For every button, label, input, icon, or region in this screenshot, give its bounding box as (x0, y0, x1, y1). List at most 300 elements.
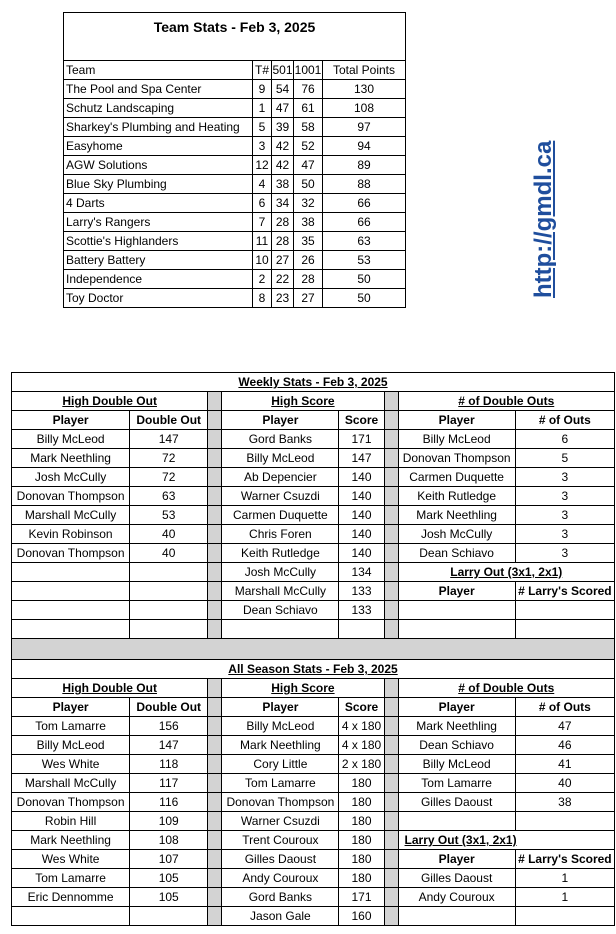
hdo-player: Donovan Thompson (12, 793, 130, 812)
hdo-value: 40 (130, 525, 208, 544)
separator-cell (384, 563, 398, 582)
separator-cell (208, 755, 222, 774)
weekly-section-title: Weekly Stats - Feb 3, 2025 (12, 373, 615, 392)
stats-row (12, 717, 615, 736)
separator-cell (208, 487, 222, 506)
hs-player: Billy McLeod (222, 449, 339, 468)
larry-out-heading: Larry Out (3x1, 2x1) (398, 831, 614, 850)
separator-cell (384, 717, 398, 736)
team-1001: 61 (294, 99, 323, 118)
ndo-value: 3 (515, 544, 614, 563)
separator-cell (384, 793, 398, 812)
ndo-player: Billy McLeod (398, 430, 515, 449)
separator-cell (384, 411, 398, 430)
separator-cell (208, 411, 222, 430)
outs-col-header: # of Outs (515, 411, 614, 430)
team-501: 42 (272, 137, 294, 156)
hs-player: Chris Foren (222, 525, 339, 544)
team-1001: 52 (294, 137, 323, 156)
hs-player: Billy McLeod (222, 717, 339, 736)
team-total-points: 88 (323, 175, 406, 194)
hs-player (222, 620, 339, 639)
separator-cell (208, 563, 222, 582)
hdo-value: 53 (130, 506, 208, 525)
team-row (64, 194, 406, 213)
separator-cell (384, 582, 398, 601)
weekly-column-header-row (12, 411, 615, 430)
score-col-header: Score (339, 411, 384, 430)
stats-row (12, 831, 615, 850)
larry-player: Gilles Daoust (398, 869, 515, 888)
larry-scored (515, 907, 614, 926)
team-row (64, 137, 406, 156)
team-total-points: 66 (323, 194, 406, 213)
larry-scored: 1 (515, 888, 614, 907)
team-number: 5 (253, 118, 272, 137)
separator-cell (208, 430, 222, 449)
ndo-value: 3 (515, 525, 614, 544)
hs-player: Warner Csuzdi (222, 812, 339, 831)
hs-value: 140 (339, 487, 384, 506)
hs-value: 147 (339, 449, 384, 468)
separator-cell (208, 774, 222, 793)
hdo-value: 105 (130, 888, 208, 907)
larry-out-heading: Larry Out (3x1, 2x1) (398, 563, 614, 582)
team-total-points: 63 (323, 232, 406, 251)
ndo-player: Mark Neethling (398, 506, 515, 525)
team-number: 11 (253, 232, 272, 251)
ndo-value: 41 (515, 755, 614, 774)
hdo-player: Mark Neethling (12, 831, 130, 850)
separator-cell (208, 850, 222, 869)
total-points-col-header: Total Points (323, 61, 406, 80)
team-row (64, 118, 406, 137)
ndo-player: Dean Schiavo (398, 544, 515, 563)
separator-cell (384, 449, 398, 468)
team-total-points: 94 (323, 137, 406, 156)
hdo-player: Marshall McCully (12, 774, 130, 793)
ndo-player: Carmen Duquette (398, 468, 515, 487)
team-row (64, 232, 406, 251)
hs-value: 180 (339, 850, 384, 869)
ndo-player: Tom Lamarre (398, 774, 515, 793)
player-col-header: Player (12, 411, 130, 430)
high-double-out-heading: High Double Out (12, 392, 208, 411)
hs-player: Keith Rutledge (222, 544, 339, 563)
separator-cell (208, 601, 222, 620)
team-total-points: 89 (323, 156, 406, 175)
team-stats-title: Team Stats - Feb 3, 2025 (64, 13, 406, 61)
hdo-value (130, 601, 208, 620)
ndo-value: 3 (515, 487, 614, 506)
team-number: 7 (253, 213, 272, 232)
separator-cell (384, 869, 398, 888)
hs-value: 140 (339, 544, 384, 563)
team-501: 22 (272, 270, 294, 289)
ndo-player (398, 812, 515, 831)
separator-cell (208, 888, 222, 907)
team-1001: 35 (294, 232, 323, 251)
team-number: 12 (253, 156, 272, 175)
ndo-player: Keith Rutledge (398, 487, 515, 506)
separator-cell (384, 468, 398, 487)
section-divider-cell (12, 639, 615, 660)
hdo-player: Wes White (12, 850, 130, 869)
team-row (64, 270, 406, 289)
team-501: 28 (272, 213, 294, 232)
separator-cell (208, 544, 222, 563)
larry-scored-col-header: # Larry's Scored (515, 850, 614, 869)
ndo-value: 47 (515, 717, 614, 736)
hdo-player: Donovan Thompson (12, 487, 130, 506)
high-double-out-heading: High Double Out (12, 679, 208, 698)
hdo-value: 117 (130, 774, 208, 793)
hs-value: 140 (339, 468, 384, 487)
stats-row (12, 449, 615, 468)
section-divider (12, 639, 615, 660)
larry-player-col-header: Player (398, 850, 515, 869)
hdo-value: 109 (130, 812, 208, 831)
team-name: Battery Battery (64, 251, 253, 270)
hs-player: Ab Depencier (222, 468, 339, 487)
hs-player: Cory Little (222, 755, 339, 774)
separator-cell (208, 907, 222, 926)
hs-value: 171 (339, 430, 384, 449)
season-column-header-row (12, 698, 615, 717)
separator-cell (208, 736, 222, 755)
team-name: Sharkey's Plumbing and Heating (64, 118, 253, 137)
separator-cell (208, 468, 222, 487)
hs-value: 160 (339, 907, 384, 926)
separator-cell (208, 869, 222, 888)
team-total-points: 53 (323, 251, 406, 270)
hs-value (339, 620, 384, 639)
separator-cell (384, 430, 398, 449)
ndo-player: Donovan Thompson (398, 449, 515, 468)
ndo-value (515, 812, 614, 831)
hs-player: Gilles Daoust (222, 850, 339, 869)
hs-player: Gord Banks (222, 430, 339, 449)
ndo-player: Josh McCully (398, 525, 515, 544)
hdo-player: Billy McLeod (12, 736, 130, 755)
hs-player: Tom Lamarre (222, 774, 339, 793)
separator-cell (208, 812, 222, 831)
larry-player (398, 620, 515, 639)
team-row (64, 213, 406, 232)
ndo-value: 38 (515, 793, 614, 812)
hdo-value: 105 (130, 869, 208, 888)
team-total-points: 130 (323, 80, 406, 99)
ndo-value: 40 (515, 774, 614, 793)
team-1001: 28 (294, 270, 323, 289)
hs-value: 171 (339, 888, 384, 907)
hs-value: 140 (339, 525, 384, 544)
player-stats-table (11, 372, 615, 926)
team-stats-title-row (64, 13, 406, 61)
separator-cell (208, 449, 222, 468)
team-1001: 50 (294, 175, 323, 194)
hdo-player: Eric Dennomme (12, 888, 130, 907)
hs-player: Mark Neethling (222, 736, 339, 755)
team-number: 9 (253, 80, 272, 99)
larry-scored (515, 601, 614, 620)
team-501: 54 (272, 80, 294, 99)
separator-cell (208, 679, 222, 698)
team-number: 6 (253, 194, 272, 213)
separator-cell (384, 755, 398, 774)
high-score-heading: High Score (222, 392, 384, 411)
team-name: Scottie's Highlanders (64, 232, 253, 251)
team-number-col-header: T# (253, 61, 272, 80)
hdo-value: 147 (130, 430, 208, 449)
hs-value: 140 (339, 506, 384, 525)
team-stats-table (63, 12, 406, 308)
stats-row (12, 793, 615, 812)
hdo-player: Mark Neethling (12, 449, 130, 468)
team-name: Toy Doctor (64, 289, 253, 308)
outs-col-header: # of Outs (515, 698, 614, 717)
hs-player: Warner Csuzdi (222, 487, 339, 506)
ndo-player: Dean Schiavo (398, 736, 515, 755)
hdo-value: 72 (130, 449, 208, 468)
team-501: 28 (272, 232, 294, 251)
larry-player (398, 601, 515, 620)
team-501: 39 (272, 118, 294, 137)
team-1001: 58 (294, 118, 323, 137)
team-1001: 26 (294, 251, 323, 270)
stats-row (12, 487, 615, 506)
stats-row (12, 506, 615, 525)
hs-player: Dean Schiavo (222, 601, 339, 620)
team-name: Blue Sky Plumbing (64, 175, 253, 194)
larry-player: Andy Couroux (398, 888, 515, 907)
stats-row (12, 812, 615, 831)
hs-player: Josh McCully (222, 563, 339, 582)
separator-cell (384, 525, 398, 544)
hs-value: 4 x 180 (339, 736, 384, 755)
team-name: Easyhome (64, 137, 253, 156)
weekly-title-row (12, 373, 615, 392)
hdo-player: Robin Hill (12, 812, 130, 831)
hs-value: 4 x 180 (339, 717, 384, 736)
double-outs-heading: # of Double Outs (398, 679, 614, 698)
hdo-value (130, 582, 208, 601)
hdo-player: Tom Lamarre (12, 869, 130, 888)
website-link[interactable]: http://gmdl.ca (530, 140, 557, 298)
hdo-value: 63 (130, 487, 208, 506)
hs-value: 2 x 180 (339, 755, 384, 774)
hs-player: Jason Gale (222, 907, 339, 926)
stats-row (12, 563, 615, 582)
hdo-player: Wes White (12, 755, 130, 774)
team-1001: 32 (294, 194, 323, 213)
hdo-value (130, 563, 208, 582)
hs-value: 180 (339, 793, 384, 812)
hdo-player: Marshall McCully (12, 506, 130, 525)
hdo-value: 40 (130, 544, 208, 563)
hs-value: 133 (339, 582, 384, 601)
separator-cell (208, 392, 222, 411)
separator-cell (384, 601, 398, 620)
hdo-value: 118 (130, 755, 208, 774)
player-col-header: Player (12, 698, 130, 717)
1001-col-header: 1001 (294, 61, 323, 80)
team-name: Independence (64, 270, 253, 289)
larry-scored (515, 620, 614, 639)
stats-row (12, 468, 615, 487)
hdo-player (12, 582, 130, 601)
team-number: 3 (253, 137, 272, 156)
separator-cell (384, 888, 398, 907)
team-row (64, 251, 406, 270)
ndo-value: 5 (515, 449, 614, 468)
separator-cell (208, 506, 222, 525)
stats-row (12, 774, 615, 793)
separator-cell (208, 717, 222, 736)
separator-cell (384, 850, 398, 869)
hs-player: Marshall McCully (222, 582, 339, 601)
team-name: Schutz Landscaping (64, 99, 253, 118)
hs-value: 180 (339, 774, 384, 793)
ndo-player: Gilles Daoust (398, 793, 515, 812)
separator-cell (384, 506, 398, 525)
hdo-value: 72 (130, 468, 208, 487)
team-501: 27 (272, 251, 294, 270)
separator-cell (208, 831, 222, 850)
player-col-header: Player (222, 411, 339, 430)
hs-value: 133 (339, 601, 384, 620)
separator-cell (208, 525, 222, 544)
separator-cell (208, 793, 222, 812)
hs-player: Carmen Duquette (222, 506, 339, 525)
stats-row (12, 736, 615, 755)
stats-row (12, 544, 615, 563)
separator-cell (384, 487, 398, 506)
separator-cell (384, 831, 398, 850)
team-row (64, 175, 406, 194)
team-1001: 27 (294, 289, 323, 308)
team-501: 38 (272, 175, 294, 194)
ndo-value: 3 (515, 506, 614, 525)
stats-row (12, 888, 615, 907)
team-total-points: 108 (323, 99, 406, 118)
team-name: AGW Solutions (64, 156, 253, 175)
double-outs-heading: # of Double Outs (398, 392, 614, 411)
player-col-header: Player (398, 698, 515, 717)
separator-cell (208, 698, 222, 717)
hdo-value: 116 (130, 793, 208, 812)
hs-value: 180 (339, 831, 384, 850)
stats-row (12, 620, 615, 639)
hdo-player: Kevin Robinson (12, 525, 130, 544)
separator-cell (384, 736, 398, 755)
team-total-points: 66 (323, 213, 406, 232)
ndo-player: Mark Neethling (398, 717, 515, 736)
weekly-group-heading-row (12, 392, 615, 411)
stats-row (12, 582, 615, 601)
team-name: The Pool and Spa Center (64, 80, 253, 99)
hdo-value (130, 907, 208, 926)
season-title-row (12, 660, 615, 679)
hdo-player (12, 620, 130, 639)
double-out-col-header: Double Out (130, 698, 208, 717)
separator-cell (208, 582, 222, 601)
team-1001: 47 (294, 156, 323, 175)
hdo-player: Tom Lamarre (12, 717, 130, 736)
team-501: 23 (272, 289, 294, 308)
season-group-heading-row (12, 679, 615, 698)
hdo-value: 156 (130, 717, 208, 736)
separator-cell (384, 620, 398, 639)
larry-scored-col-header: # Larry's Scored (515, 582, 614, 601)
stats-row (12, 430, 615, 449)
season-section-title: All Season Stats - Feb 3, 2025 (12, 660, 615, 679)
stats-row (12, 907, 615, 926)
hdo-value (130, 620, 208, 639)
team-501: 34 (272, 194, 294, 213)
team-number: 10 (253, 251, 272, 270)
hdo-player: Billy McLeod (12, 430, 130, 449)
larry-player (398, 907, 515, 926)
stats-row (12, 601, 615, 620)
team-stats-header-row (64, 61, 406, 80)
hdo-player (12, 601, 130, 620)
stats-row (12, 850, 615, 869)
stats-row (12, 525, 615, 544)
team-501: 42 (272, 156, 294, 175)
hdo-player: Josh McCully (12, 468, 130, 487)
separator-cell (384, 907, 398, 926)
hs-player: Gord Banks (222, 888, 339, 907)
separator-cell (384, 774, 398, 793)
hdo-player: Donovan Thompson (12, 544, 130, 563)
team-number: 1 (253, 99, 272, 118)
team-total-points: 97 (323, 118, 406, 137)
separator-cell (208, 620, 222, 639)
hs-player: Trent Couroux (222, 831, 339, 850)
player-col-header: Player (398, 411, 515, 430)
ndo-value: 3 (515, 468, 614, 487)
team-1001: 38 (294, 213, 323, 232)
ndo-value: 6 (515, 430, 614, 449)
hdo-value: 107 (130, 850, 208, 869)
hs-value: 180 (339, 869, 384, 888)
501-col-header: 501 (272, 61, 294, 80)
team-1001: 76 (294, 80, 323, 99)
hs-value: 134 (339, 563, 384, 582)
hdo-value: 108 (130, 831, 208, 850)
ndo-player: Billy McLeod (398, 755, 515, 774)
team-501: 47 (272, 99, 294, 118)
hs-player: Andy Couroux (222, 869, 339, 888)
ndo-value: 46 (515, 736, 614, 755)
team-name: Larry's Rangers (64, 213, 253, 232)
hs-value: 180 (339, 812, 384, 831)
team-total-points: 50 (323, 270, 406, 289)
team-row (64, 289, 406, 308)
player-col-header: Player (222, 698, 339, 717)
team-name: 4 Darts (64, 194, 253, 213)
team-col-header: Team (64, 61, 253, 80)
team-row (64, 80, 406, 99)
hs-player: Donovan Thompson (222, 793, 339, 812)
high-score-heading: High Score (222, 679, 384, 698)
hdo-player (12, 907, 130, 926)
score-col-header: Score (339, 698, 384, 717)
team-number: 2 (253, 270, 272, 289)
separator-cell (384, 698, 398, 717)
separator-cell (384, 679, 398, 698)
